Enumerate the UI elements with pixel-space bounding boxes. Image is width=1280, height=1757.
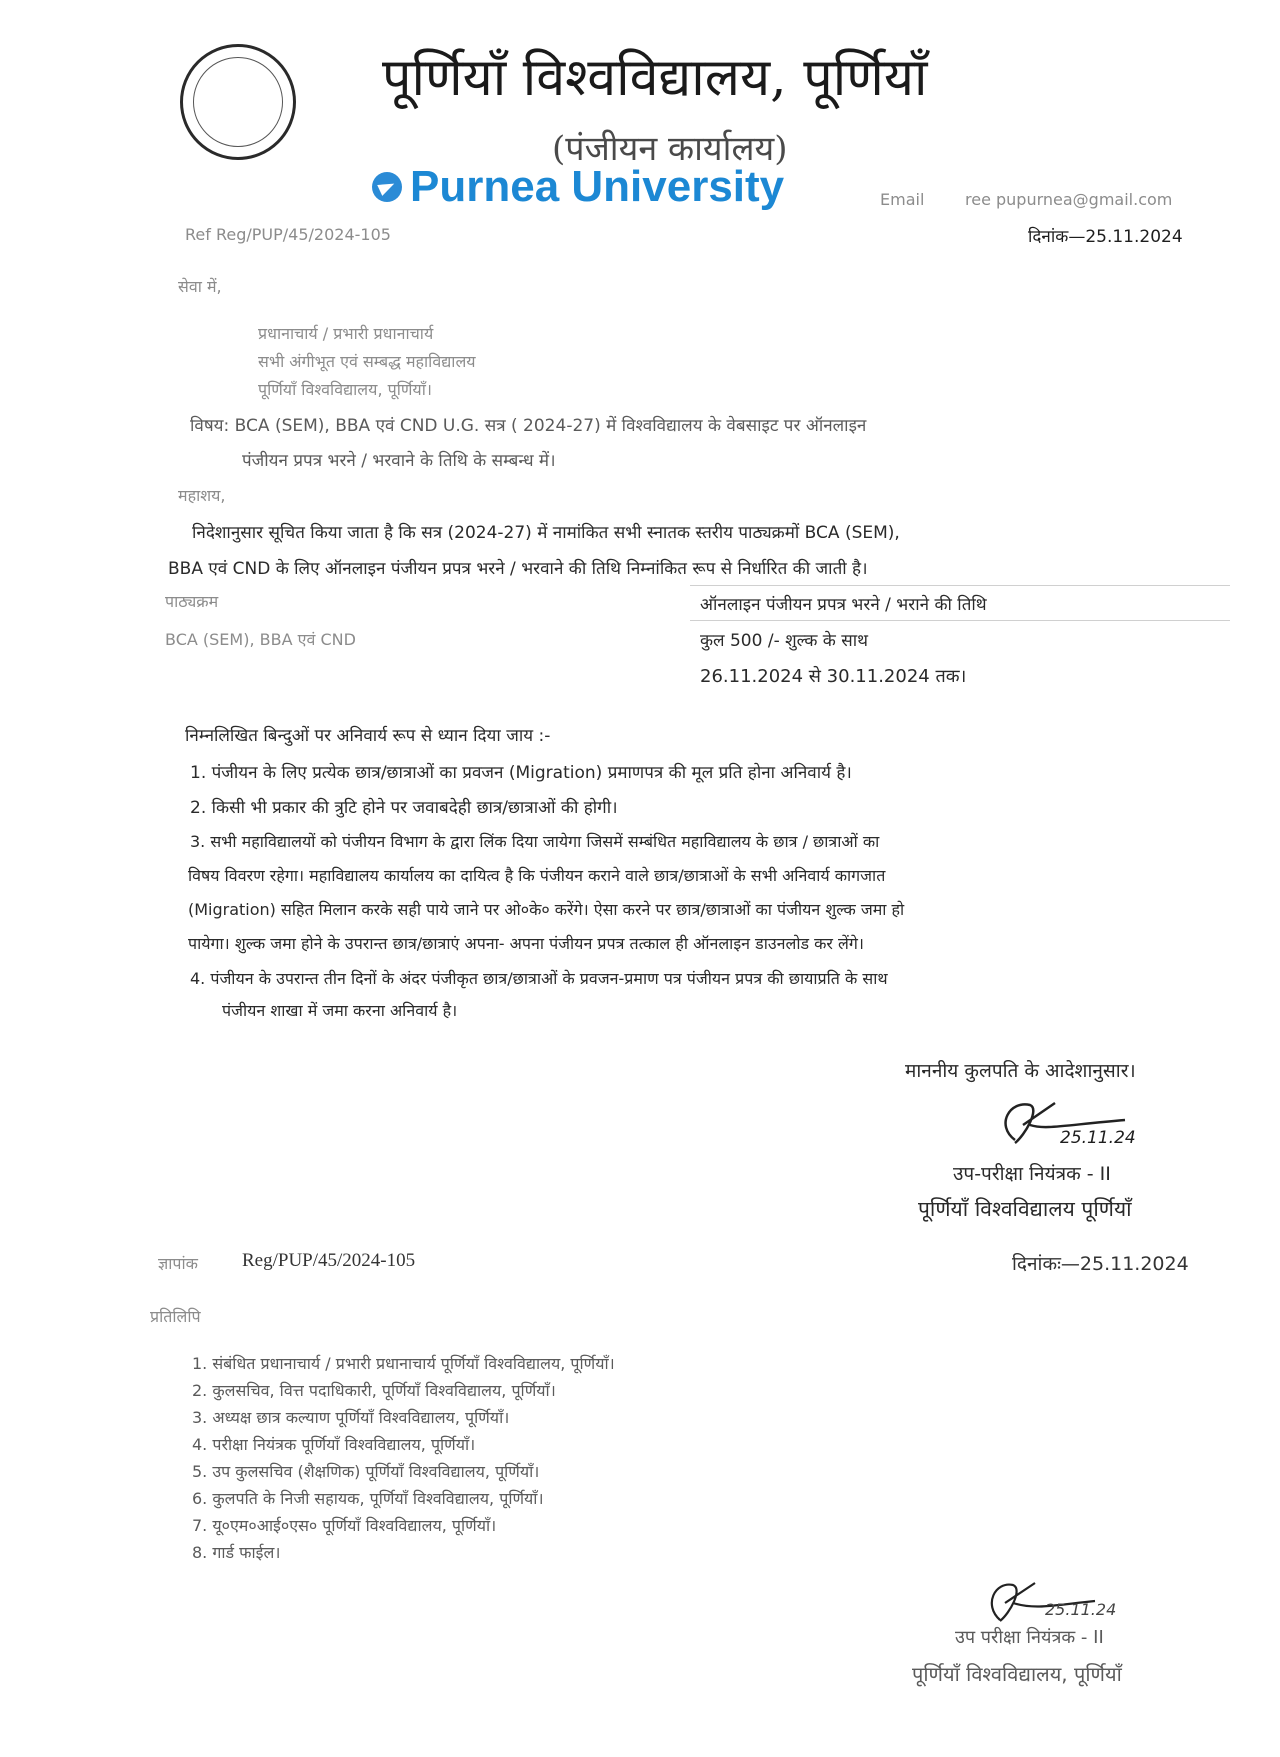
- course-cell: BCA (SEM), BBA एवं CND: [165, 630, 356, 649]
- signatory-org: पूर्णियाँ विश्वविद्यालय पूर्णियाँ: [918, 1197, 1132, 1221]
- subject-line: पंजीयन प्रपत्र भरने / भरवाने के तिथि के सम्बन्ध में।: [242, 451, 556, 471]
- university-title: पूर्णियाँ विश्वविद्यालय, पूर्णियाँ: [382, 48, 928, 108]
- point-item: 2. किसी भी प्रकार की त्रुटि होने पर जवाबदेही छात्र/छात्राओं की होगी।: [190, 798, 618, 818]
- email-label: Email: [880, 190, 925, 209]
- university-seal: [180, 44, 296, 160]
- point-item: 4. पंजीयन के उपरान्त तीन दिनों के अंदर पंजीकृत छात्र/छात्राओं के प्रवजन-प्रमाण पत्र पंजीयन प्रपत्र की छायाप्रति के साथ: [190, 969, 888, 988]
- telegram-icon: [372, 172, 402, 202]
- signature-date: 25.11.24: [1060, 1128, 1136, 1148]
- addressee-line: पूर्णियाँ विश्वविद्यालय, पूर्णियाँ।: [258, 380, 432, 399]
- letter-date: दिनांक—25.11.2024: [1028, 227, 1183, 247]
- copy-signature-date: 25.11.24: [1045, 1600, 1117, 1619]
- table-header-course: पाठ्यक्रम: [165, 592, 219, 611]
- point-item: पायेगा। शुल्क जमा होने के उपरान्त छात्र/छात्राएं अपना- अपना पंजीयन प्रपत्र तत्काल ही ऑनलाइन डाउनलोड कर लेंगे।: [188, 934, 864, 953]
- points-heading: निम्नलिखित बिन्दुओं पर अनिवार्य रूप से ध्यान दिया जाय :-: [185, 726, 551, 746]
- point-item: (Migration) सहित मिलान करके सही पाये जाने पर ओ०के० करेंगे। ऐसा करने पर छात्र/छात्राओं का पंजीयन शुल्क जमा हो: [188, 900, 905, 919]
- point-item: पंजीयन शाखा में जमा करना अनिवार्य है।: [222, 1001, 458, 1020]
- addressee-line: सभी अंगीभूत एवं सम्बद्ध महाविद्यालय: [258, 352, 476, 371]
- point-item: विषय विवरण रहेगा। महाविद्यालय कार्यालय का दायित्व है कि पंजीयन कराने वाले छात्र/छात्राओं के सभी अनिवार्य कागजात: [188, 866, 886, 885]
- reference-number: Ref Reg/PUP/45/2024-105: [185, 225, 391, 244]
- intro-paragraph: BBA एवं CND के लिए ऑनलाइन पंजीयन प्रपत्र भरने / भरवाने की तिथि निम्नांकित रूप से निर्धारित की जाती है।: [168, 559, 868, 579]
- cc-item: 7. यू०एम०आई०एस० पूर्णियाँ विश्वविद्यालय, पूर्णियाँ।: [192, 1516, 497, 1535]
- addressee-line: प्रधानाचार्य / प्रभारी प्रधानाचार्य: [258, 324, 434, 343]
- table-rule: [690, 585, 1230, 586]
- cc-item: 3. अध्यक्ष छात्र कल्याण पूर्णियाँ विश्वविद्यालय, पूर्णियाँ।: [192, 1408, 510, 1427]
- brand-text: Purnea University: [410, 162, 785, 211]
- cc-label: प्रतिलिपि: [150, 1307, 201, 1326]
- copy-date: दिनांकः—25.11.2024: [1012, 1253, 1189, 1275]
- copy-ref-number: Reg/PUP/45/2024-105: [242, 1250, 416, 1271]
- point-item: 3. सभी महाविद्यालयों को पंजीयन विभाग के द्वारा लिंक दिया जायेगा जिसमें सम्बंधित महाविद्यालय के छात्र / छात्राओं का: [190, 832, 880, 851]
- subject-line: विषय: BCA (SEM), BBA एवं CND U.G. सत्र ( 2024-27) में विश्वविद्यालय के वेबसाइट पर ऑनलाइन: [190, 416, 867, 436]
- table-header-dates: ऑनलाइन पंजीयन प्रपत्र भरने / भराने की तिथि: [700, 595, 987, 615]
- fee-cell: कुल 500 /- शुल्क के साथ: [700, 631, 869, 651]
- copy-org: पूर्णियाँ विश्वविद्यालय, पूर्णियाँ: [912, 1662, 1122, 1686]
- order-line: माननीय कुलपति के आदेशानुसार।: [905, 1060, 1136, 1082]
- dates-cell: 26.11.2024 से 30.11.2024 तक।: [700, 666, 967, 687]
- cc-item: 1. संबंधित प्रधानाचार्य / प्रभारी प्रधानाचार्य पूर्णियाँ विश्वविद्यालय, पूर्णियाँ।: [192, 1354, 615, 1373]
- point-item: 1. पंजीयन के लिए प्रत्येक छात्र/छात्राओं का प्रवजन (Migration) प्रमाणपत्र की मूल प्रति होना अनिवार्य है।: [190, 763, 852, 783]
- intro-paragraph: निदेशानुसार सूचित किया जाता है कि सत्र (2024-27) में नामांकित सभी स्नातक स्तरीय पाठ्यक्रमों BCA (SEM),: [192, 523, 900, 543]
- cc-item: 2. कुलसचिव, वित्त पदाधिकारी, पूर्णियाँ विश्वविद्यालय, पूर्णियाँ।: [192, 1381, 556, 1400]
- signatory-designation: उप-परीक्षा नियंत्रक - II: [953, 1163, 1111, 1185]
- copy-designation: उप परीक्षा नियंत्रक - II: [955, 1627, 1104, 1648]
- cc-item: 6. कुलपति के निजी सहायक, पूर्णियाँ विश्वविद्यालय, पूर्णियाँ।: [192, 1489, 544, 1508]
- cc-item: 8. गार्ड फाईल।: [192, 1543, 281, 1562]
- table-rule: [690, 620, 1230, 621]
- greeting: महाशय,: [178, 486, 226, 505]
- cc-item: 4. परीक्षा नियंत्रक पूर्णियाँ विश्वविद्यालय, पूर्णियाँ।: [192, 1435, 476, 1454]
- copy-ref-label: ज्ञापांक: [158, 1254, 198, 1273]
- cc-item: 5. उप कुलसचिव (शैक्षणिक) पूर्णियाँ विश्वविद्यालय, पूर्णियाँ।: [192, 1462, 540, 1481]
- email-value: ree pupurnea@gmail.com: [965, 190, 1173, 209]
- office-subtitle: (पंजीयन कार्यालय): [552, 129, 788, 169]
- salutation-to: सेवा में,: [178, 277, 222, 296]
- brand-watermark: [372, 162, 784, 212]
